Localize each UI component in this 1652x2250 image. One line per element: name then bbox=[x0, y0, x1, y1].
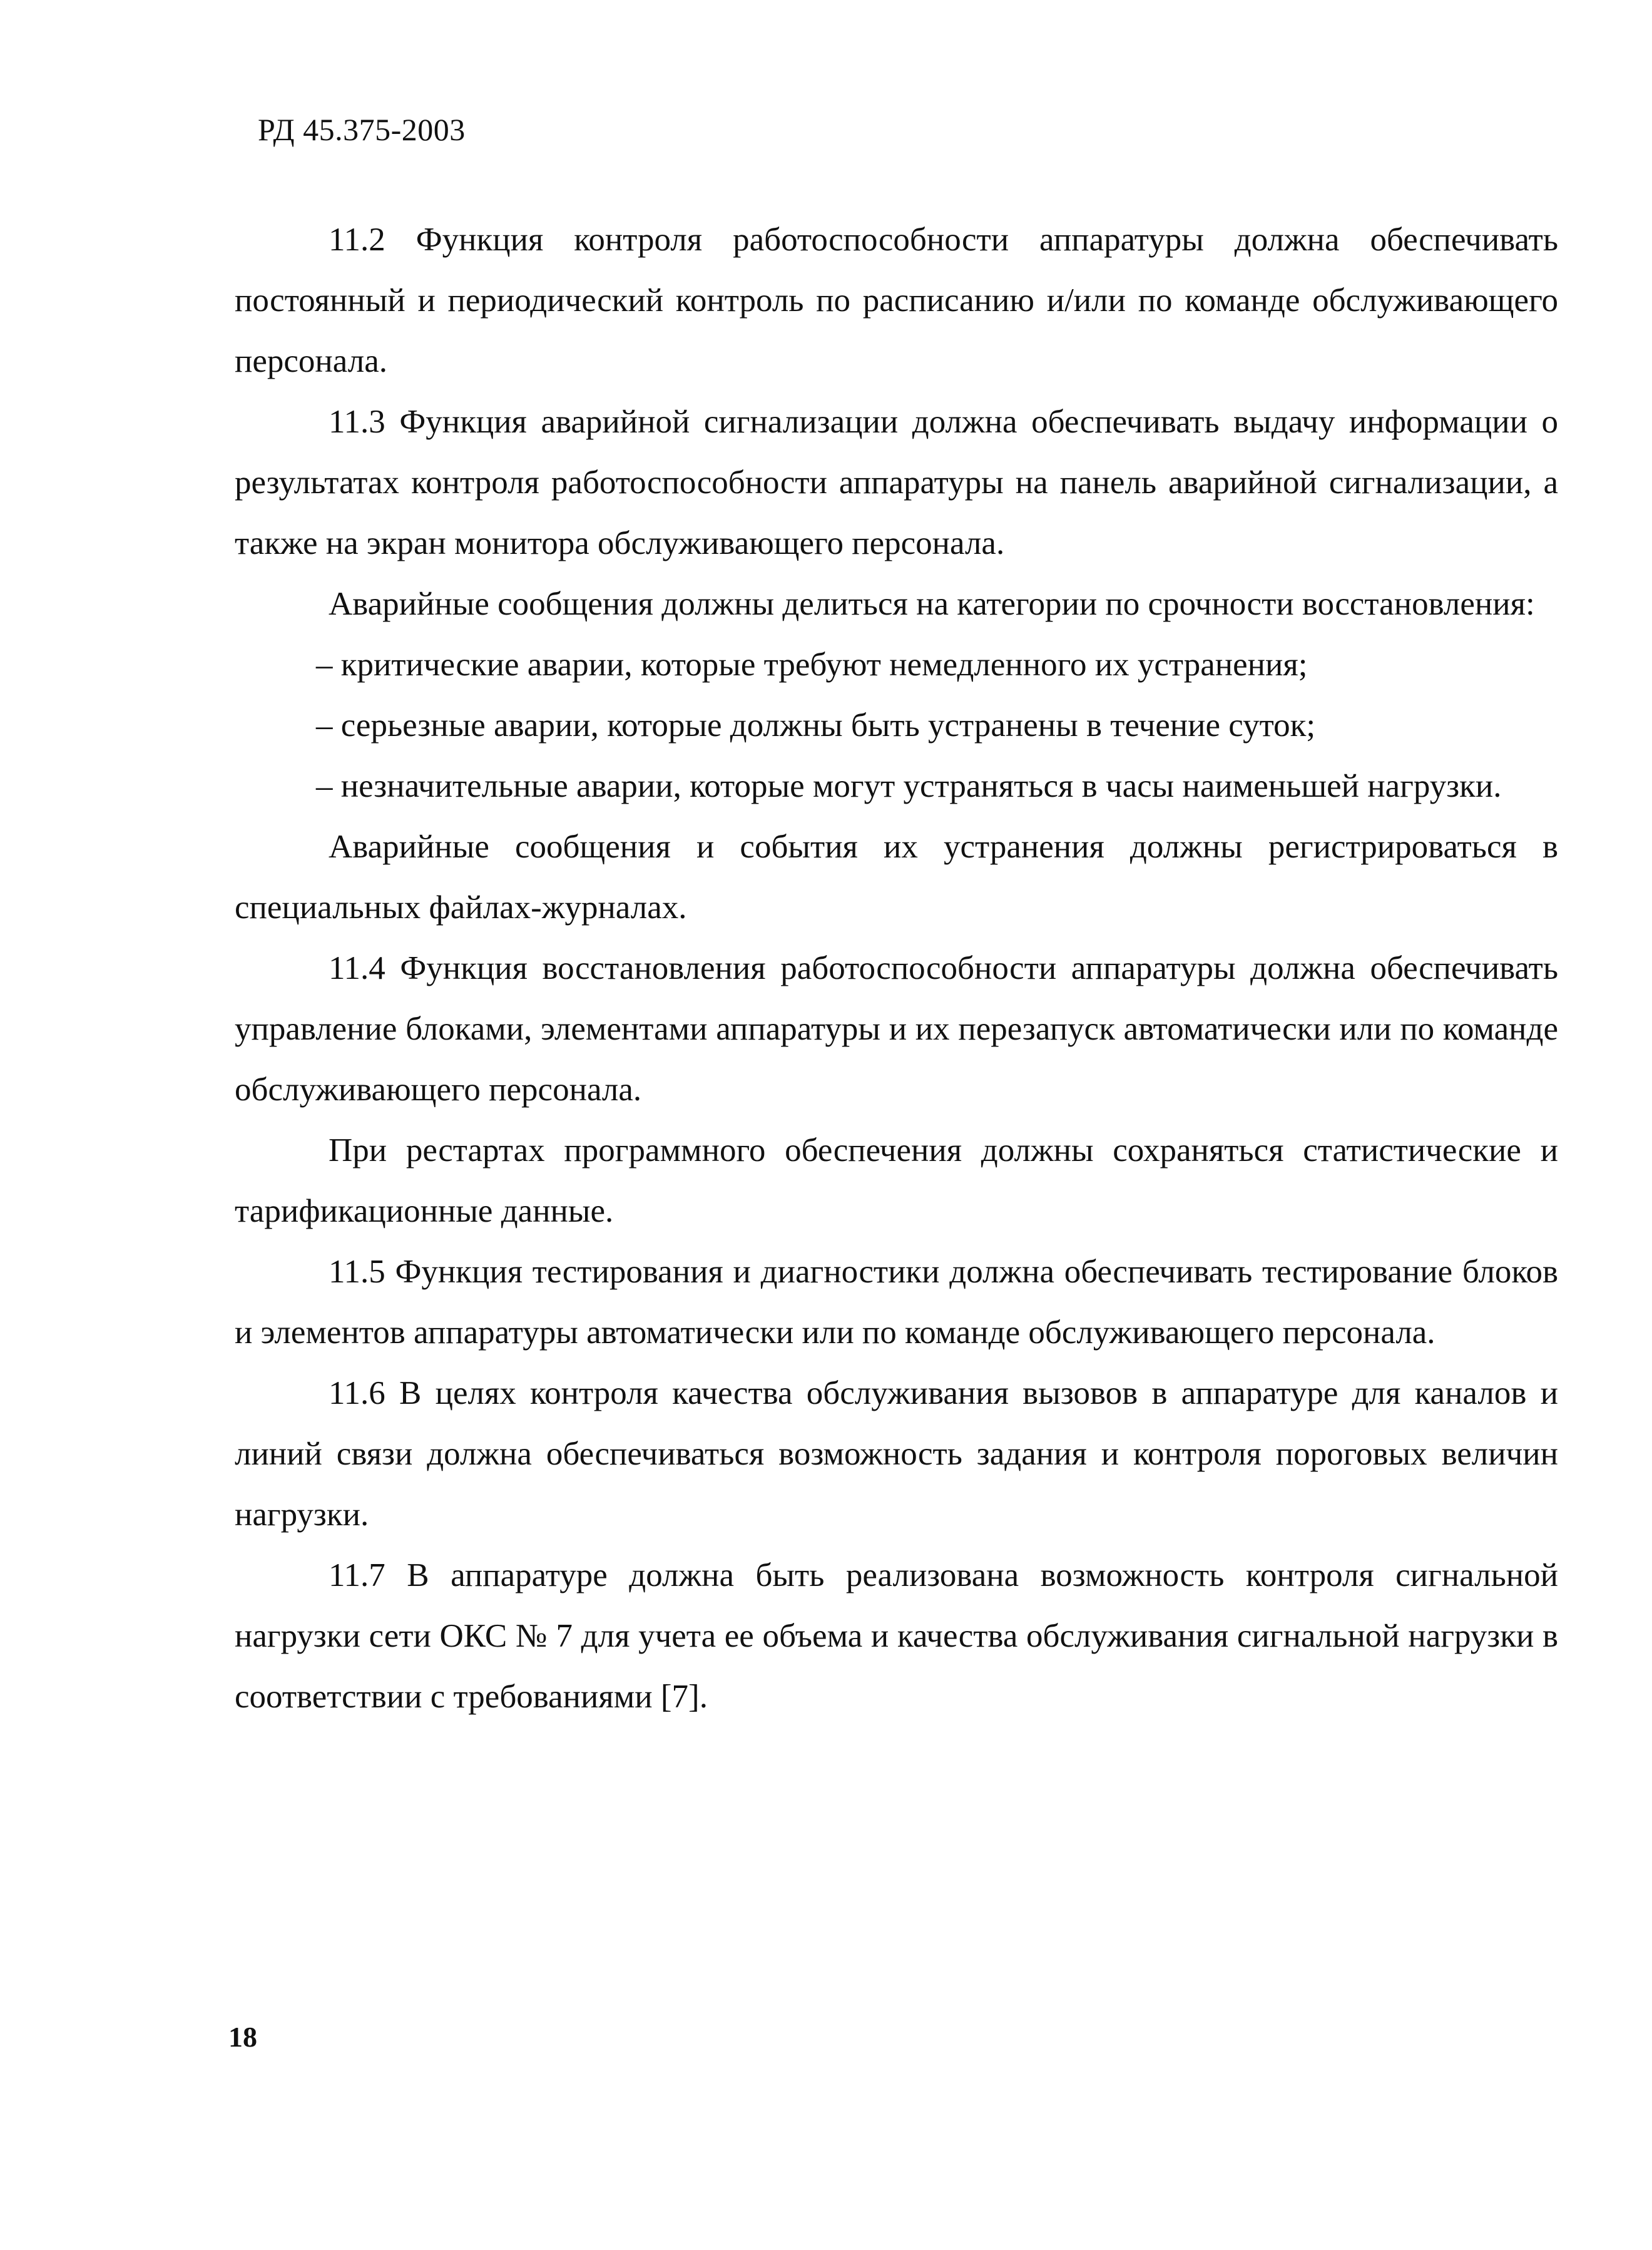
paragraph-11-2: 11.2 Функция контроля работоспособности аппаратуры должна обеспечивать постоянный и периодический контроль по расписанию и/или по команде обслуживающего персонала. bbox=[235, 222, 1558, 379]
list-item-critical: – критические аварии, которые требуют немедленного их устранения; bbox=[316, 647, 1308, 683]
paragraph-11-3: 11.3 Функция аварийной сигнализации должна обеспечивать выдачу информации о результатах контроля работоспособности аппаратуры на панель аварийной сигнализации, а также на экран монитора обслуживающего персонала. bbox=[235, 404, 1558, 561]
paragraph-alarm-categories: Аварийные сообщения должны делиться на категории по срочности восстановления: bbox=[329, 586, 1535, 622]
paragraph-11-5: 11.5 Функция тестирования и диагностики должна обеспечивать тестирование блоков и элементов аппаратуры автоматически или по команде обслуживающего персонала. bbox=[235, 1254, 1558, 1351]
page-number: 18 bbox=[228, 2021, 257, 2053]
document-code-header: РД 45.375-2003 bbox=[258, 112, 466, 147]
paragraph-alarm-logging: Аварийные сообщения и события их устранения должны регистрироваться в специальных файлах-журналах. bbox=[235, 829, 1558, 926]
paragraph-11-4: 11.4 Функция восстановления работоспособности аппаратуры должна обеспечивать управление блоками, элементами аппаратуры и их перезапуск автоматически или по команде обслуживающего персонала. bbox=[235, 950, 1558, 1108]
paragraph-11-7: 11.7 В аппаратуре должна быть реализована возможность контроля сигнальной нагрузки сети ОКС № 7 для учета ее объема и качества обслуживания сигнальной нагрузки в соответствии с требованиями [7]. bbox=[235, 1557, 1558, 1715]
paragraph-restarts: При рестартах программного обеспечения должны сохраняться статистические и тарификационные данные. bbox=[235, 1132, 1558, 1229]
list-item-serious: – серьезные аварии, которые должны быть устранены в течение суток; bbox=[316, 707, 1316, 744]
list-item-minor: – незначительные аварии, которые могут устраняться в часы наименьшей нагрузки. bbox=[316, 768, 1502, 804]
document-body bbox=[235, 210, 1558, 1727]
paragraph-11-6: 11.6 В целях контроля качества обслуживания вызовов в аппаратуре для каналов и линий связи должна обеспечиваться возможность задания и контроля пороговых величин нагрузки. bbox=[235, 1375, 1558, 1533]
